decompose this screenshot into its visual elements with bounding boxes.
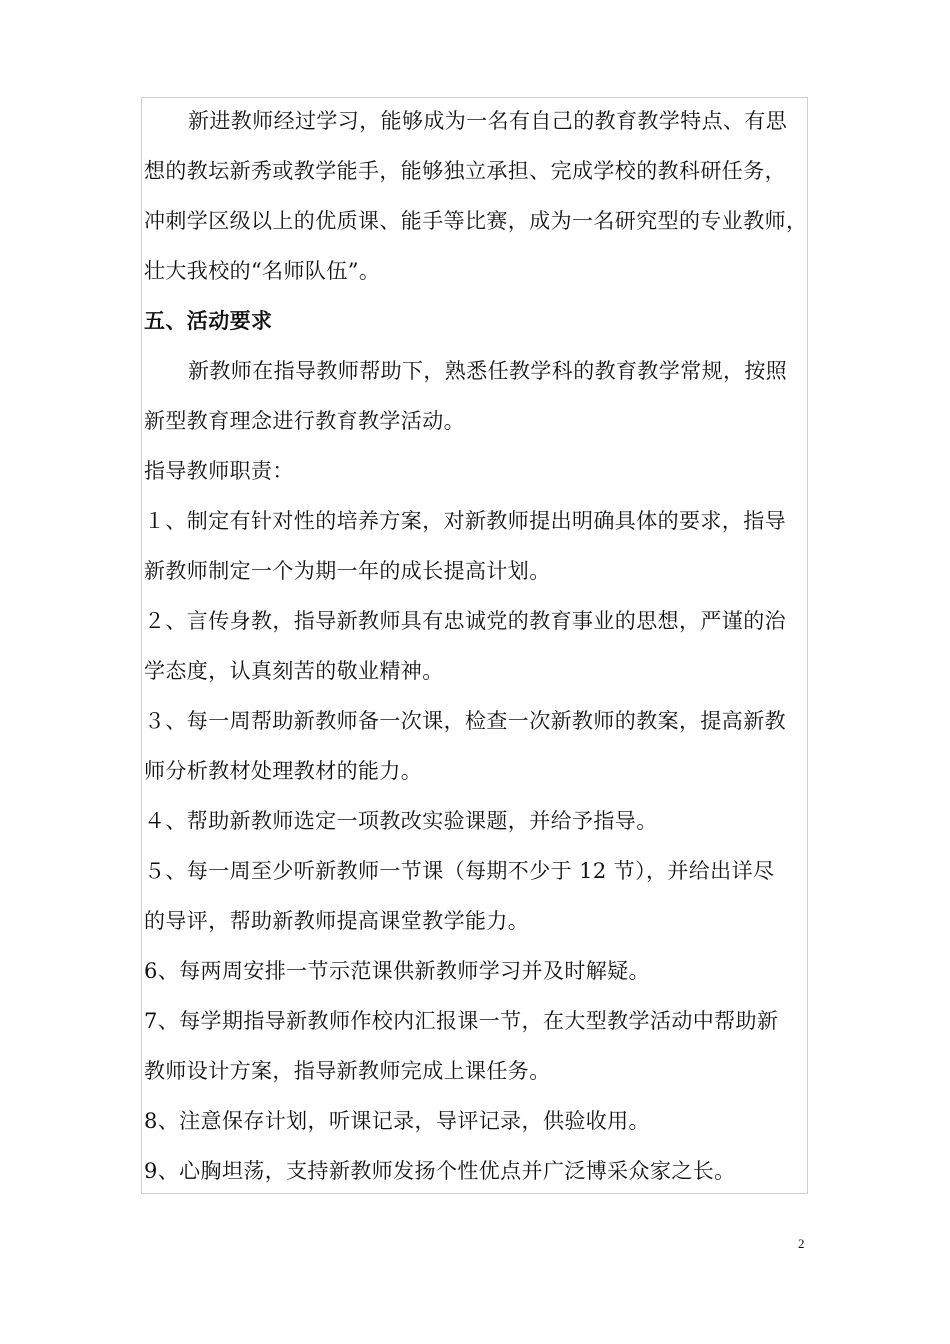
duty-8-line-1: 8、注意保存计划，听课记录，导评记录，供验收用。	[144, 1109, 650, 1133]
goal-paragraph-line-2: 想的教坛新秀或教学能手，能够独立承担、完成学校的教科研任务，	[144, 159, 786, 183]
duty-4-line-1: ４、帮助新教师选定一项教改实验课题，并给予指导。	[144, 809, 658, 833]
duties-title: 指导教师职责：	[144, 459, 294, 483]
duty-5-line-1: ５、每一周至少听新教师一节课（每期不少于 12 节），并给出详尽	[144, 859, 775, 883]
duty-2-line-1: ２、言传身教，指导新教师具有忠诚党的教育事业的思想，严谨的治	[144, 609, 786, 633]
duty-9-line-1: 9、心胸坦荡，支持新教师发扬个性优点并广泛博采众家之长。	[144, 1159, 736, 1183]
duty-3-line-1: ３、每一周帮助新教师备一次课，检查一次新教师的教案，提高新教	[144, 709, 786, 733]
goal-paragraph-line-1: 新进教师经过学习，能够成为一名有自己的教育教学特点、有思	[188, 109, 788, 133]
duty-5-line-2: 的导评，帮助新教师提高课堂教学能力。	[144, 909, 530, 933]
duty-7-line-1: 7、每学期指导新教师作校内汇报课一节，在大型教学活动中帮助新	[144, 1009, 779, 1033]
goal-paragraph-line-4: 壮大我校的“名师队伍”。	[144, 259, 381, 283]
duty-6-line-1: 6、每两周安排一节示范课供新教师学习并及时解疑。	[144, 959, 650, 983]
goal-paragraph-line-3: 冲刺学区级以上的优质课、能手等比赛，成为一名研究型的专业教师，	[144, 209, 808, 233]
duty-1-line-1: １、制定有针对性的培养方案，对新教师提出明确具体的要求，指导	[144, 509, 786, 533]
page-number: 2	[798, 1236, 805, 1251]
duty-2-line-2: 学态度，认真刻苦的敬业精神。	[144, 659, 444, 683]
requirement-paragraph-line-1: 新教师在指导教师帮助下，熟悉任教学科的教育教学常规，按照	[188, 359, 788, 383]
duty-3-line-2: 师分析教材处理教材的能力。	[144, 759, 423, 783]
duty-7-line-2: 教师设计方案，指导新教师完成上课任务。	[144, 1059, 551, 1083]
duty-1-line-2: 新教师制定一个为期一年的成长提高计划。	[144, 559, 551, 583]
section-heading: 五、活动要求	[144, 308, 273, 333]
requirement-paragraph-line-2: 新型教育理念进行教育教学活动。	[144, 409, 465, 433]
